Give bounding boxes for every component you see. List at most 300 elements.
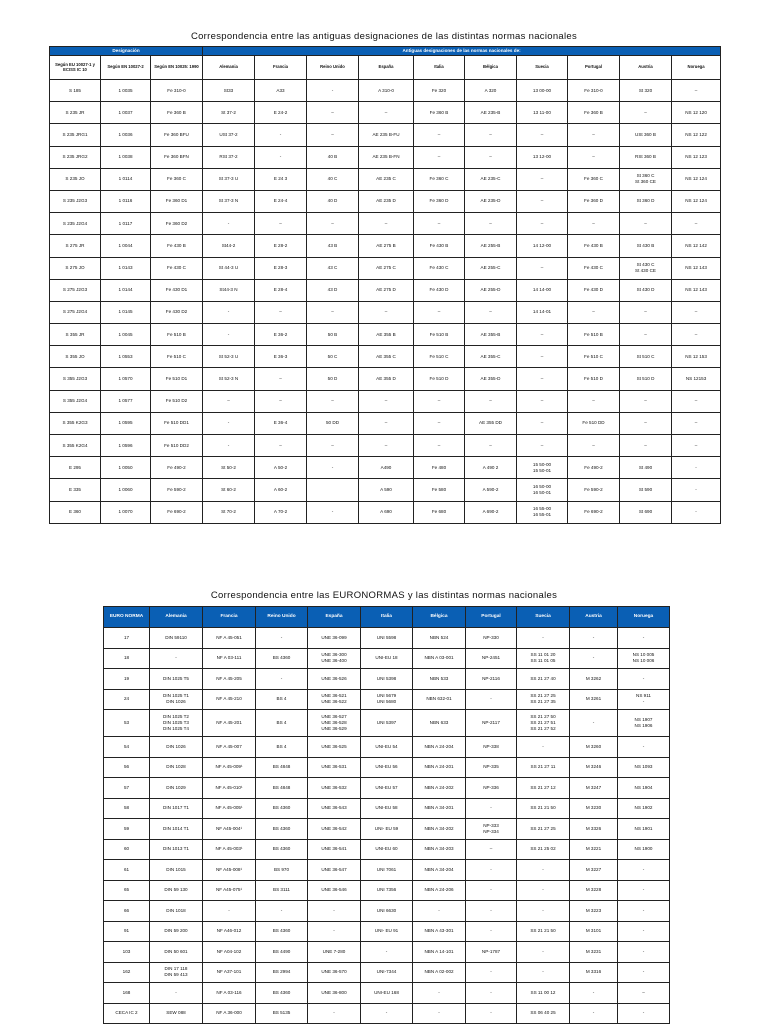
table-cell: NS 12 143: [672, 257, 721, 279]
table-cell: DIN 1015: [150, 860, 203, 881]
table-cell: Fe 360 D2: [151, 213, 203, 235]
table-cell: M 3227: [570, 860, 618, 881]
table-cell: SS 11 01 20 SS 11 01 05: [517, 648, 570, 669]
table-cell: Fe 360 C: [151, 168, 203, 190]
column-header: Italia: [414, 56, 465, 80]
column-header: España: [308, 607, 361, 628]
table-cell: NBN A 34-203: [413, 839, 466, 860]
table-cell: NS 1900: [618, 839, 670, 860]
table-cell: UNI 5397: [361, 710, 413, 737]
table-row: [104, 819, 670, 840]
table-cell: E 335: [50, 479, 101, 501]
table-cell: BS 2994: [256, 962, 308, 983]
table-cell: 14 14-01: [517, 301, 568, 323]
table-cell: AE 235-D: [465, 190, 517, 212]
table-cell: –: [517, 368, 568, 390]
table-cell: UNI-EU 58: [361, 798, 413, 819]
table-cell: -: [361, 1003, 413, 1024]
table-cell: 17: [104, 628, 150, 649]
table-cell: S 355 K2G4: [50, 435, 101, 457]
table-row: [104, 983, 670, 1004]
table-row: [104, 1003, 670, 1024]
table-cell: Fe 360 B: [151, 102, 203, 124]
table-cell: A 70-2: [255, 501, 307, 523]
table-cell: DIN 59110: [150, 628, 203, 649]
table-cell: NS 911 -: [618, 689, 670, 710]
table-cell: –: [414, 435, 465, 457]
table-row: [50, 324, 721, 346]
table-cell: –: [414, 412, 465, 434]
table-cell: S 235 JRG1: [50, 124, 101, 146]
table-cell: –: [568, 301, 620, 323]
table-cell: UNI-EU 60: [361, 839, 413, 860]
table-cell: UNI- EU 91: [361, 921, 413, 942]
table-cell: –: [672, 213, 721, 235]
table-cell: E 24-2: [255, 102, 307, 124]
table-cell: Fe 360 D: [414, 190, 465, 212]
table-cell: BS 4360: [256, 798, 308, 819]
table-cell: -: [570, 1003, 618, 1024]
table-cell: –: [255, 368, 307, 390]
column-header: Noruega: [618, 607, 670, 628]
table-cell: SS 21 27 40: [517, 669, 570, 690]
table-cell: AE 355 B: [359, 324, 414, 346]
table-cell: –: [465, 390, 517, 412]
table-cell: NS 10 005 NS 10 006: [618, 648, 670, 669]
table-cell: NP-333 NP-334: [466, 819, 517, 840]
table-cell: NBN 632-01: [413, 689, 466, 710]
table-cell: –: [672, 324, 721, 346]
table-cell: DIN 1029: [150, 778, 203, 799]
table-cell: NBN A 24-206: [413, 880, 466, 901]
table-cell: -: [308, 1003, 361, 1024]
table-cell: SS 21 25 02: [517, 839, 570, 860]
table-cell: S 275 J2G4: [50, 301, 101, 323]
table-cell: UNI 5679 UNI 5680: [361, 689, 413, 710]
table-cell: –: [359, 301, 414, 323]
table-cell: –: [307, 102, 359, 124]
table-cell: [307, 479, 359, 501]
table-cell: UNE 36-300 UNE 36-400: [308, 648, 361, 669]
table-cell: 50 C: [307, 346, 359, 368]
table-row: [50, 235, 721, 257]
column-header: Francia: [255, 56, 307, 80]
table-row: [50, 146, 721, 168]
table-cell: NP-2451: [466, 648, 517, 669]
table-row: [104, 921, 670, 942]
table-cell: NF A45-004¹: [203, 819, 256, 840]
table-cell: St44-2: [203, 235, 255, 257]
table-row: [50, 479, 721, 501]
table-cell: –: [307, 390, 359, 412]
table-row: [50, 501, 721, 523]
national-standards-group-header: Antiguas designaciones de las normas nacionales de:: [203, 47, 721, 56]
table-cell: S 275 J2G3: [50, 279, 101, 301]
table-cell: –: [465, 146, 517, 168]
table-cell: Fe 590-2: [151, 479, 203, 501]
table-cell: –: [359, 435, 414, 457]
table-cell: A490: [359, 457, 414, 479]
table-cell: -: [150, 648, 203, 669]
table-cell: A 490 2: [465, 457, 517, 479]
table-cell: AE 355-C: [465, 346, 517, 368]
table-cell: NF A 45-210: [203, 689, 256, 710]
table-cell: Fe 480: [414, 457, 465, 479]
table-cell: 1 0116: [101, 190, 151, 212]
table-cell: -: [618, 669, 670, 690]
table-cell: 1 0595: [101, 412, 151, 434]
table-cell: M 3246: [570, 757, 618, 778]
table-cell: –: [568, 390, 620, 412]
table-cell: 1 0577: [101, 390, 151, 412]
table-cell: –: [517, 168, 568, 190]
table-cell: SS 21 27 25 SS 21 27 35: [517, 689, 570, 710]
table-cell: A 310-0: [359, 80, 414, 102]
table-cell: NBN A 24-202: [413, 778, 466, 799]
table-cell: S 355 J2G4: [50, 390, 101, 412]
table-cell: -: [308, 901, 361, 922]
table-cell: NS 12 124: [672, 190, 721, 212]
table-cell: USt 37-2: [203, 124, 255, 146]
table-cell: –: [517, 390, 568, 412]
table-row: [50, 301, 721, 323]
table-row: [50, 80, 721, 102]
table-cell: –: [620, 435, 672, 457]
table-cell: RSt 360 B: [620, 146, 672, 168]
table-row: [104, 669, 670, 690]
table-cell: Fe 510 DD: [568, 412, 620, 434]
table-cell: NF A 45-201: [203, 710, 256, 737]
table-cell: -: [570, 710, 618, 737]
table-cell: -: [466, 798, 517, 819]
table-cell: NS 12 124: [672, 168, 721, 190]
table-cell: –: [672, 435, 721, 457]
column-header: Italia: [361, 607, 413, 628]
table-row: [50, 457, 721, 479]
table-cell: St 37-3 U: [203, 168, 255, 190]
table-row: [104, 942, 670, 963]
table-cell: Fe 510 DD2: [151, 435, 203, 457]
table-cell: NF A 36-000: [203, 1003, 256, 1024]
table-row: [50, 390, 721, 412]
table-row: [104, 648, 670, 669]
table-cell: 1 0037: [101, 102, 151, 124]
table-cell: BS 4: [256, 710, 308, 737]
table-row: [104, 689, 670, 710]
table-cell: 103: [104, 942, 150, 963]
table-cell: Fe 490-2: [151, 457, 203, 479]
table-cell: UNI-EU 54: [361, 737, 413, 758]
table-cell: SS 21 21 50: [517, 921, 570, 942]
table-cell: NS 12153: [672, 368, 721, 390]
table-cell: St 690: [620, 501, 672, 523]
table-cell: Fe 430 B: [151, 235, 203, 257]
table-cell: Fe 360 BFU: [151, 124, 203, 146]
table-cell: –: [517, 213, 568, 235]
table-row: [50, 368, 721, 390]
table-cell: –: [255, 390, 307, 412]
euronorm-correspondence-table: [103, 606, 670, 1024]
table-cell: AE 235 B-FU: [359, 124, 414, 146]
table-cell: 13 12-00: [517, 146, 568, 168]
table-cell: DIN 59 200: [150, 921, 203, 942]
table-cell: -: [517, 628, 570, 649]
table-cell: St 430 C St 430 CE: [620, 257, 672, 279]
table-cell: E 36-4: [255, 412, 307, 434]
table-cell: -: [255, 146, 307, 168]
table-cell: St 510 D: [620, 368, 672, 390]
table-row: [50, 168, 721, 190]
table-cell: –: [618, 983, 670, 1004]
table-cell: –: [568, 146, 620, 168]
table-cell: 53: [104, 710, 150, 737]
table-cell: DIN 1025 T1 DIN 1026: [150, 689, 203, 710]
table-cell: 61: [104, 860, 150, 881]
table-cell: -: [203, 213, 255, 235]
table-cell: NS 12 120: [672, 102, 721, 124]
table1-body: [50, 80, 721, 524]
table-cell: Fe 510 B: [151, 324, 203, 346]
old-designations-table: [49, 46, 721, 524]
table-cell: –: [672, 80, 721, 102]
table-cell: AE 275 D: [359, 279, 414, 301]
table-cell: –: [620, 301, 672, 323]
table-cell: S 355 K2G3: [50, 412, 101, 434]
table-cell: UNE 36-546: [308, 880, 361, 901]
table-cell: 43 C: [307, 257, 359, 279]
table-cell: SS 21 27 50 SS 21 27 51 SS 21 27 52: [517, 710, 570, 737]
table-cell: M 3228: [570, 880, 618, 901]
table-cell: Fe 310-0: [568, 80, 620, 102]
table-cell: E 28-3: [255, 257, 307, 279]
table-cell: –: [307, 435, 359, 457]
table-cell: –: [620, 213, 672, 235]
table-cell: Fe 510 D: [414, 368, 465, 390]
table-cell: -: [618, 1003, 670, 1024]
table-cell: E 28-2: [255, 235, 307, 257]
table-cell: –: [465, 435, 517, 457]
table-cell: S 275 JO: [50, 257, 101, 279]
table-cell: Fe 510 D2: [151, 390, 203, 412]
table-cell: NF A04-102: [203, 942, 256, 963]
table-cell: 1 0114: [101, 168, 151, 190]
column-header: Alemania: [150, 607, 203, 628]
table-cell: 58: [104, 798, 150, 819]
table-cell: BS 4360: [256, 983, 308, 1004]
table-cell: -: [466, 860, 517, 881]
table-cell: -: [517, 942, 570, 963]
table-cell: NS 12 143: [672, 279, 721, 301]
table-cell: Fe 690-2: [568, 501, 620, 523]
table-cell: -: [672, 479, 721, 501]
table-cell: DIN 1025 T5: [150, 669, 203, 690]
table-cell: UNI-EU 57: [361, 778, 413, 799]
table-cell: 50 B: [307, 324, 359, 346]
table-cell: UNI 7356: [361, 880, 413, 901]
table-cell: -: [466, 983, 517, 1004]
table-cell: 43 B: [307, 235, 359, 257]
table-row: [104, 778, 670, 799]
table-cell: 50 D: [307, 368, 359, 390]
table2-title: Correspondencia entre las EURONORMAS y las distintas normas nacionales: [210, 590, 558, 601]
table-cell: SS 21 27 11: [517, 757, 570, 778]
table-cell: -: [466, 921, 517, 942]
table-cell: DIN 50 601: [150, 942, 203, 963]
table-cell: 56: [104, 757, 150, 778]
table-cell: DIN 1025 T2 DIN 1025 T3 DIN 1025 T4: [150, 710, 203, 737]
table-cell: BS 4: [256, 737, 308, 758]
table-cell: AE 255-C: [465, 257, 517, 279]
table-cell: 15 50-00 15 50-01: [517, 457, 568, 479]
table-cell: 1 0036: [101, 124, 151, 146]
table2-body: [104, 628, 670, 1024]
table-cell: BS 970: [256, 860, 308, 881]
table-cell: –: [620, 324, 672, 346]
table-cell: –: [255, 435, 307, 457]
table-cell: St 37-2: [203, 102, 255, 124]
table-cell: 66: [104, 901, 150, 922]
table-cell: St33: [203, 80, 255, 102]
table-cell: E 36-3: [255, 346, 307, 368]
table-cell: S 185: [50, 80, 101, 102]
table-cell: -: [466, 962, 517, 983]
table-cell: M 3316: [570, 962, 618, 983]
table-cell: St 60-2: [203, 479, 255, 501]
table-cell: UNE 36-521 UNE 36-522: [308, 689, 361, 710]
table-cell: St 70-2: [203, 501, 255, 523]
table-cell: Fe 430 D1: [151, 279, 203, 301]
table-cell: –: [414, 390, 465, 412]
table-cell: –: [517, 346, 568, 368]
table-cell: St 52-3 U: [203, 346, 255, 368]
table-cell: M 3230: [570, 798, 618, 819]
table-row: [104, 628, 670, 649]
table-cell: DIN 1028: [150, 757, 203, 778]
table-cell: –: [465, 301, 517, 323]
table-cell: BS 4360: [256, 839, 308, 860]
table-cell: -: [203, 435, 255, 457]
table-cell: 1 0596: [101, 435, 151, 457]
table-cell: AE 235-B: [465, 102, 517, 124]
table-cell: -: [618, 942, 670, 963]
table-cell: BS 4490: [256, 942, 308, 963]
table-cell: –: [359, 412, 414, 434]
table-cell: 1 0045: [101, 324, 151, 346]
table-cell: UNE 36-531: [308, 757, 361, 778]
table-cell: -: [307, 501, 359, 523]
table-cell: NP-338: [466, 737, 517, 758]
table-cell: -: [307, 457, 359, 479]
table-cell: –: [517, 324, 568, 346]
table-cell: DIN 1026: [150, 737, 203, 758]
table-cell: UNI 6630: [361, 901, 413, 922]
table-cell: Fe 510 B: [414, 324, 465, 346]
table-cell: -: [570, 628, 618, 649]
table-cell: –: [307, 213, 359, 235]
table-cell: Fe 490-2: [568, 457, 620, 479]
table-cell: DIN 1017 T1: [150, 798, 203, 819]
table-cell: St 360 C St 360 CE: [620, 168, 672, 190]
table-cell: NF A 45-003¹: [203, 839, 256, 860]
table-cell: –: [517, 190, 568, 212]
table-cell: 50 DD: [307, 412, 359, 434]
table-row: [50, 412, 721, 434]
table-cell: BS 4848: [256, 778, 308, 799]
table-cell: BS 4360: [256, 921, 308, 942]
column-header: Portugal: [466, 607, 517, 628]
table-row: [104, 860, 670, 881]
table-cell: NS 12 153: [672, 346, 721, 368]
table-cell: RSt 37-2: [203, 146, 255, 168]
table-cell: NF A 45-205: [203, 669, 256, 690]
table-cell: Fe 360 C: [414, 168, 465, 190]
table-cell: 1 0144: [101, 279, 151, 301]
table-cell: Fe 430 D2: [151, 301, 203, 323]
column-header: Noruega: [672, 56, 721, 80]
column-header: Portugal: [568, 56, 620, 80]
table-cell: -: [618, 962, 670, 983]
table-cell: 14 14-00: [517, 279, 568, 301]
table-cell: NBN A 24-201: [413, 757, 466, 778]
table-cell: 1 0570: [101, 368, 151, 390]
table-cell: Fe 510 C: [151, 346, 203, 368]
table-cell: -: [203, 301, 255, 323]
table-cell: NS 1907 NS 1906: [618, 710, 670, 737]
table-row: [50, 102, 721, 124]
table-cell: Fe 680: [414, 501, 465, 523]
table-cell: DIN 1018: [150, 901, 203, 922]
table-cell: Fe 360 B: [414, 102, 465, 124]
table-row: [104, 798, 670, 819]
table-cell: Fe 510 D1: [151, 368, 203, 390]
table-cell: –: [307, 124, 359, 146]
table-cell: UNI-EU 56: [361, 757, 413, 778]
table-cell: -: [517, 860, 570, 881]
table-cell: A 50-2: [255, 457, 307, 479]
table-cell: NF A 03-116: [203, 983, 256, 1004]
table-cell: –: [414, 213, 465, 235]
table-cell: -: [618, 921, 670, 942]
table-cell: St 50-2: [203, 457, 255, 479]
table-cell: –: [414, 301, 465, 323]
column-header: Reino Unido: [307, 56, 359, 80]
table-cell: 168: [104, 983, 150, 1004]
table-cell: NS 12 123: [672, 146, 721, 168]
table-cell: NBN A 34-202: [413, 819, 466, 840]
table-cell: -: [413, 901, 466, 922]
table-cell: –: [517, 412, 568, 434]
table-cell: 16 50-00 16 50-01: [517, 479, 568, 501]
table-cell: Fe 360 D1: [151, 190, 203, 212]
table-cell: USt 360 B: [620, 124, 672, 146]
table-cell: NBN A 02-002: [413, 962, 466, 983]
column-header: Austria: [570, 607, 618, 628]
table-cell: -: [618, 880, 670, 901]
table-cell: -: [466, 1003, 517, 1024]
table-cell: NF A 45-005¹: [203, 798, 256, 819]
table-row: [104, 880, 670, 901]
column-header: Suecia: [517, 607, 570, 628]
table-cell: UNE 36-542: [308, 819, 361, 840]
table-row: [104, 757, 670, 778]
column-header: Según EN 10027-2: [101, 56, 151, 80]
table-cell: DIN 1014 T1: [150, 819, 203, 840]
table-cell: –: [517, 257, 568, 279]
table-cell: CECA IC 2: [104, 1003, 150, 1024]
table-cell: SS 21 27 12: [517, 778, 570, 799]
table-cell: -: [150, 983, 203, 1004]
table-cell: AE 235 B-FN: [359, 146, 414, 168]
